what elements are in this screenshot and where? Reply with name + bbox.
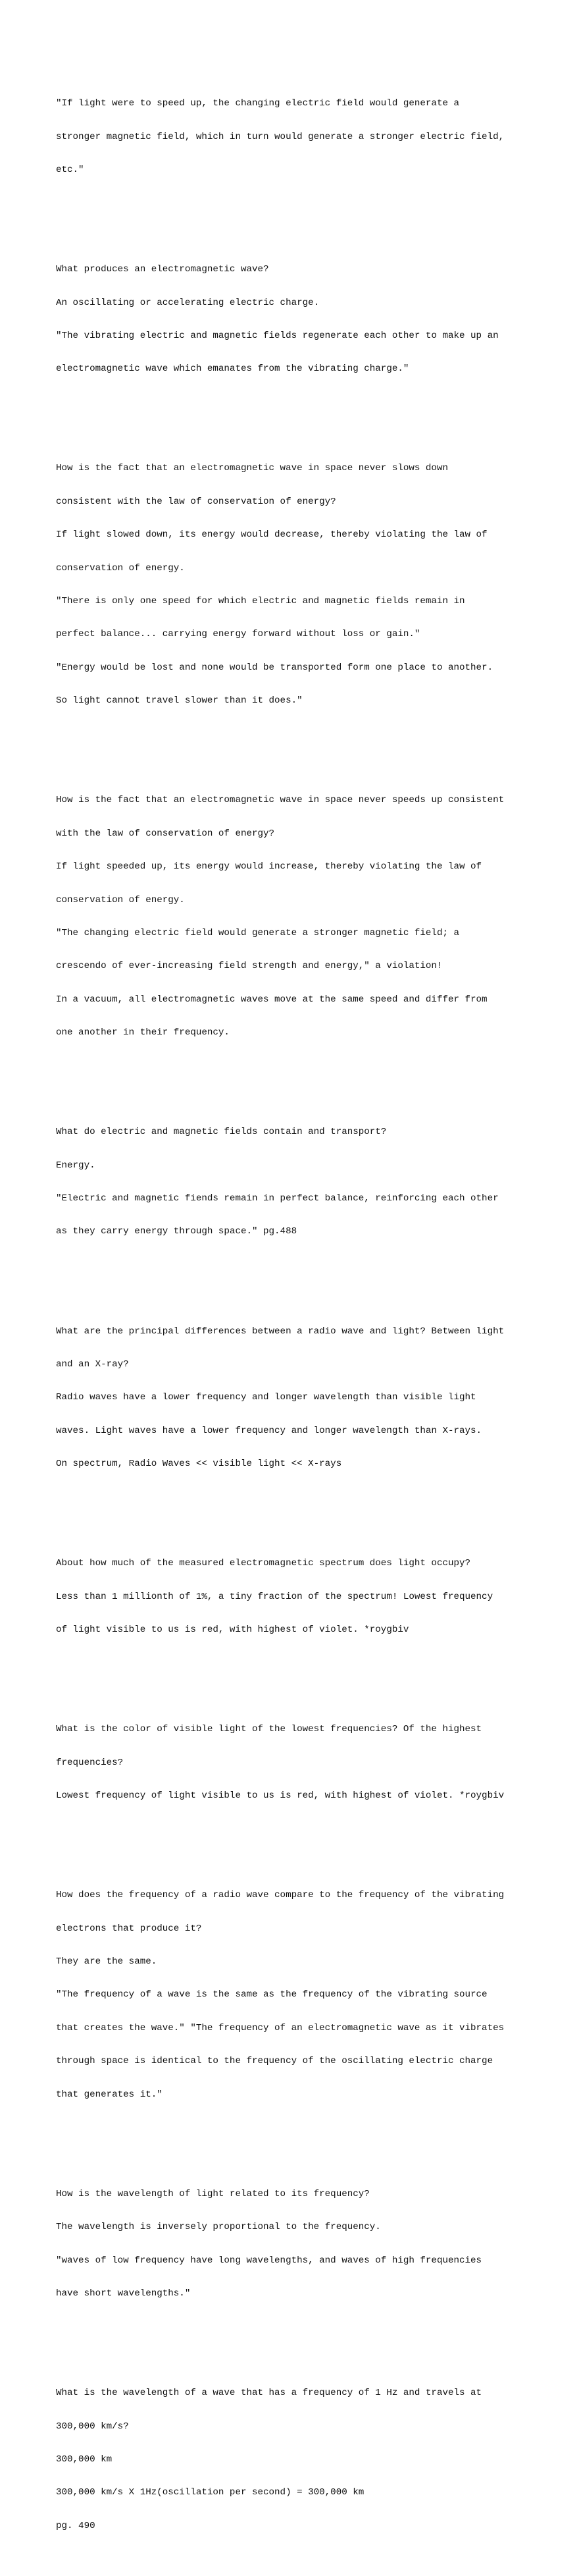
qa-block xyxy=(56,1536,556,1658)
answer-line: Less than 1 millionth of 1%, a tiny fraction of the spectrum! Lowest frequency xyxy=(56,1591,493,1602)
question-line: What produces an electromagnetic wave? xyxy=(56,264,269,275)
answer-line: Lowest frequency of light visible to us is red, with highest of violet. *roygbiv xyxy=(56,1790,505,1802)
text-line: perfect balance... carrying energy forward without loss or gain." xyxy=(56,629,420,640)
text-line: electromagnetic wave which emanates from the vibrating charge." xyxy=(56,363,409,375)
text-line: that creates the wave." "The frequency of an electromagnetic wave as it vibrates xyxy=(56,2022,505,2033)
answer-line: conservation of energy. xyxy=(56,894,185,905)
answer-line: 300,000 km xyxy=(56,2454,113,2465)
question-line: 300,000 km/s? xyxy=(56,2421,129,2432)
answer-line: An oscillating or accelerating electric charge. xyxy=(56,297,320,308)
text-line: "There is only one speed for which electric and magnetic fields remain in xyxy=(56,596,465,607)
question-line: What do electric and magnetic fields contain and transport? xyxy=(56,1127,387,1138)
text-line: "waves of low frequency have long wavelengths, and waves of high frequencies xyxy=(56,2255,482,2266)
qa-block xyxy=(56,1304,556,1492)
qa-block xyxy=(56,441,556,729)
question-line: What is the color of visible light of the lowest frequencies? Of the highest xyxy=(56,1724,482,1735)
question-line: How is the fact that an electromagnetic wave in space never slows down xyxy=(56,463,448,474)
text-line: "If light were to speed up, the changing electric field would generate a xyxy=(56,98,459,109)
answer-line: If light slowed down, its energy would decrease, thereby violating the law of xyxy=(56,529,488,541)
text-line: "Electric and magnetic fiends remain in perfect balance, reinforcing each other xyxy=(56,1193,499,1204)
qa-block xyxy=(56,1868,556,2122)
question-line: electrons that produce it? xyxy=(56,1923,202,1934)
qa-block xyxy=(56,2166,556,2321)
answer-line: of light visible to us is red, with highest of violet. *roygbiv xyxy=(56,1624,409,1636)
question-line: How does the frequency of a radio wave compare to the frequency of the vibrating xyxy=(56,1890,505,1901)
question-line: and an X-ray? xyxy=(56,1359,129,1370)
text-line: "The changing electric field would generate a stronger magnetic field; a xyxy=(56,927,459,938)
question-line: How is the fact that an electromagnetic wave in space never speeds up consistent xyxy=(56,795,505,806)
text-line: as they carry energy through space." pg.488 xyxy=(56,1226,297,1237)
text-line: "Energy would be lost and none would be transported form one place to another. xyxy=(56,662,493,673)
text-line: crescendo of ever-increasing field strength and energy," a violation! xyxy=(56,961,443,972)
text-line: one another in their frequency. xyxy=(56,1027,230,1038)
answer-line: Radio waves have a lower frequency and longer wavelength than visible light xyxy=(56,1392,476,1403)
answer-line: If light speeded up, its energy would increase, thereby violating the law of xyxy=(56,861,482,872)
text-line: have short wavelengths." xyxy=(56,2288,191,2299)
answer-line: They are the same. xyxy=(56,1956,157,1968)
question-line: About how much of the measured electromagnetic spectrum does light occupy? xyxy=(56,1558,471,1569)
question-line: What is the wavelength of a wave that has a frequency of 1 Hz and travels at xyxy=(56,2388,482,2399)
question-line: consistent with the law of conservation of energy? xyxy=(56,496,336,507)
text-line: In a vacuum, all electromagnetic waves move at the same speed and differ from xyxy=(56,994,488,1005)
qa-block xyxy=(56,242,556,397)
answer-line: waves. Light waves have a lower frequency and longer wavelength than X-rays. xyxy=(56,1425,482,1436)
text-line: that generates it." xyxy=(56,2089,163,2100)
text-line: 300,000 km/s X 1Hz(oscillation per second) = 300,000 km xyxy=(56,2487,365,2498)
text-line: stronger magnetic field, which in turn would generate a stronger electric field, xyxy=(56,131,505,142)
question-line: How is the wavelength of light related to its frequency? xyxy=(56,2188,370,2199)
qa-block xyxy=(56,773,556,1061)
answer-line: Energy. xyxy=(56,1160,95,1171)
question-line: What are the principal differences between a radio wave and light? Between light xyxy=(56,1326,505,1337)
text-line: "The vibrating electric and magnetic fields regenerate each other to make up an xyxy=(56,330,499,341)
page-reference: pg. 490 xyxy=(56,2520,95,2531)
text-line: "The frequency of a wave is the same as the frequency of the vibrating source xyxy=(56,1989,488,2000)
qa-block xyxy=(56,1105,556,1260)
qa-block xyxy=(56,1702,556,1824)
qa-block xyxy=(56,2366,556,2554)
answer-line: conservation of energy. xyxy=(56,562,185,574)
text-line: So light cannot travel slower than it does." xyxy=(56,695,303,707)
answer-line: The wavelength is inversely proportional to the frequency. xyxy=(56,2222,381,2233)
text-block xyxy=(56,76,556,198)
text-line: etc." xyxy=(56,164,84,175)
question-line: with the law of conservation of energy? xyxy=(56,828,275,839)
document-page xyxy=(56,54,556,2576)
text-line: On spectrum, Radio Waves << visible light << X-rays xyxy=(56,1459,342,1470)
text-line: through space is identical to the frequency of the oscillating electric charge xyxy=(56,2056,493,2067)
question-line: frequencies? xyxy=(56,1757,124,1768)
